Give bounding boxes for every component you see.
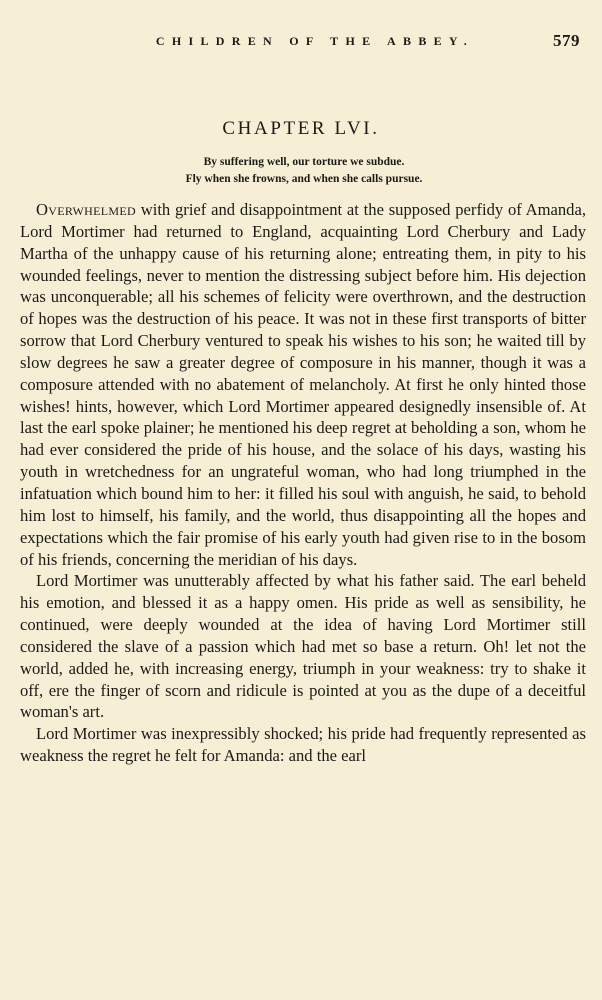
page-number: 579	[553, 31, 580, 50]
body-text	[20, 199, 586, 767]
epigraph-line-1: By suffering well, our torture we subdue.	[203, 156, 405, 168]
running-head	[0, 33, 602, 53]
paragraph-1-text: with grief and disappointment at the supposed perfidy of Amanda, Lord Mortimer had returned to England, acquainting Lord Cherbury and Lady Martha of the unhappy cause of his returning alone; entreating them, in pity to his wounded feelings, never to mention the distressing subject before him. His dejection was unconquerable; all his schemes of felicity were overthrown, and the destruction of hopes was the destruction of his peace. It was not in these first transports of bitter sorrow that Lord Cherbury ventured to speak his wishes to his son; he waited till by slow degrees he saw a greater degree of composure in his manner, though it was a composure attended with no abatement of melancholy. At first he only hinted those wishes! hints, however, which Lord Mortimer appeared designedly insensible of. At last the earl spoke plainer; he mentioned his deep regret at beholding a son, whom he had ever considered the pride of his house, and the solace of his days, wasting his youth in wretchedness for an ungrateful woman, who had long triumphed in the infatuation which bound him to her: it filled his soul with anguish, he said, to behold him lost to himself, his family, and the world, thus disappointing all the hopes and expectations which the fair promise of his early youth had given rise to in the bosom of his friends, concerning the meridian of his days.	[20, 200, 586, 569]
paragraph-2: Lord Mortimer was unutterably affected by what his father said. The earl beheld his emotion, and blessed it as a happy omen. His pride as well as sensibility, he continued, were deeply wounded at the idea of having Lord Mortimer still considered the slave of a passion which had met so base a return. Oh! let not the world, added he, with increasing energy, triumph in your weakness: try to shake it off, ere the finger of scorn and ridicule is pointed at you as the dupe of a deceitful woman's art.	[20, 571, 586, 722]
paragraph-1	[20, 199, 586, 570]
paragraph-lead-word: Overwhelmed	[36, 200, 136, 219]
chapter-heading: CHAPTER LVI.	[222, 118, 380, 139]
epigraph-line-2: Fly when she frowns, and when she calls pursue.	[185, 173, 423, 185]
running-title: CHILDREN OF THE ABBEY.	[155, 34, 475, 48]
epigraph	[0, 154, 602, 188]
paragraph-3: Lord Mortimer was inexpressibly shocked; his pride had frequently represented as weakness the regret he felt for Amanda: and the earl	[20, 724, 586, 766]
